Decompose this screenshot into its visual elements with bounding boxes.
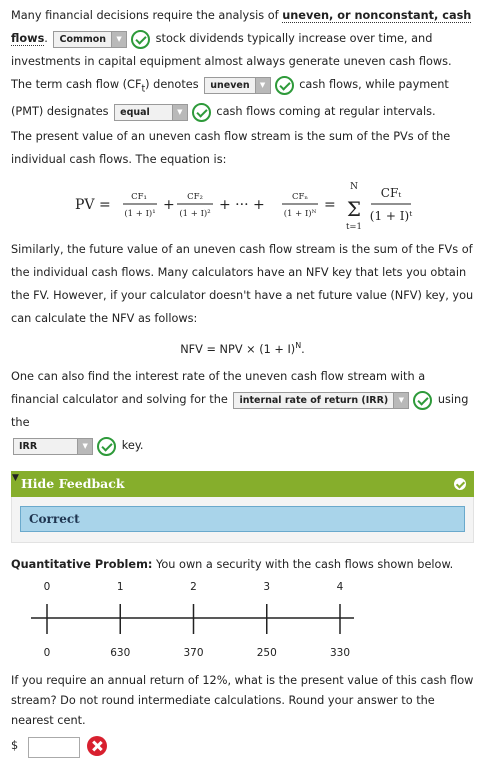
answer-input[interactable] xyxy=(28,737,80,758)
feedback-panel xyxy=(11,497,474,543)
sigma-bottom: t=1 xyxy=(346,222,362,233)
cash-flow-label: 250 xyxy=(256,647,277,660)
term-uneven-cash-flows: uneven, or nonconstant, cash flows xyxy=(11,9,472,45)
cash-flow-timeline xyxy=(11,576,474,672)
period-label: 0 xyxy=(43,581,51,594)
nfv-equation: NFV = NPV × $(1 + I)^N$. xyxy=(180,341,305,357)
problem-question: If you require an annual return of 12%, what is the present value of this cash flow stream? Do not round intermediate calculations. Round your answer to the nearest cent. xyxy=(11,674,474,728)
cash-flow-label: 370 xyxy=(183,647,204,660)
text: ) denotes xyxy=(145,78,199,91)
chevron-down-icon: ▼ xyxy=(255,78,270,93)
term2-den: (1 + I)² xyxy=(179,209,211,220)
termt-num: CFₜ xyxy=(380,186,402,201)
period-label: 4 xyxy=(336,581,344,594)
hide-feedback-button[interactable]: Hide Feedback xyxy=(21,476,125,492)
cash-flow-label: 330 xyxy=(329,647,351,660)
text: cash flows, while payment (PMT) designates xyxy=(11,78,449,119)
sigma-icon: Σ xyxy=(346,197,362,222)
term1-num: CF₁ xyxy=(131,192,147,203)
intro-paragraph xyxy=(11,4,474,123)
ellipsis: + ··· + xyxy=(219,197,265,214)
feedback-result: Correct xyxy=(20,506,465,532)
pv-paragraph: The present value of an uneven cash flow stream is the sum of the PVs of the individual cash flows. The equation is: xyxy=(11,130,451,167)
chevron-down-icon: ▼ xyxy=(393,393,408,408)
expand-triangle-icon: ▼ xyxy=(12,473,19,484)
text: . xyxy=(44,32,48,45)
text: key. xyxy=(121,439,144,453)
checkmark-icon xyxy=(275,76,294,95)
equals-sign: = xyxy=(324,197,336,214)
dropdown-irr-term[interactable] xyxy=(233,392,409,409)
checkmark-icon xyxy=(131,30,150,49)
text: cash flows coming at regular intervals. xyxy=(216,105,436,119)
termN-num: CFₙ xyxy=(291,192,309,203)
dropdown-value: IRR xyxy=(19,440,38,452)
problem-statement xyxy=(11,553,474,576)
nfv-formula: NFV = NPV × (1 + I) xyxy=(180,343,296,357)
period-label: 3 xyxy=(263,581,271,594)
checkmark-icon xyxy=(413,391,432,410)
text: stock dividends typically increase over time, and investments in capital equipment almost always generate uneven cash flows. The term cash flow (CF xyxy=(11,32,452,91)
subscript: t xyxy=(141,83,146,95)
termN-den: (1 + I)ᴺ xyxy=(283,209,317,220)
termt-den: (1 + I)ᵗ xyxy=(369,209,413,224)
checkmark-icon xyxy=(97,437,116,456)
cash-flow-label: 630 xyxy=(110,647,131,660)
dropdown-value: internal rate of return (IRR) xyxy=(239,394,389,406)
sigma-top: N xyxy=(350,182,358,193)
dropdown-value: equal xyxy=(120,106,150,118)
nfv-exponent: N xyxy=(295,341,302,351)
dropdown-value: uneven xyxy=(210,79,250,91)
check-circle-icon xyxy=(454,478,466,490)
dropdown-irr-key[interactable] xyxy=(13,438,93,455)
chevron-down-icon: ▼ xyxy=(77,439,92,454)
dropdown-value: Common xyxy=(59,33,107,45)
term1-den: (1 + I)¹ xyxy=(124,209,156,220)
dropdown-equal[interactable] xyxy=(114,104,188,121)
dropdown-uneven[interactable] xyxy=(204,77,270,94)
period-label: 1 xyxy=(116,581,124,594)
term2-num: CF₂ xyxy=(187,192,203,203)
answer-row xyxy=(11,731,474,765)
pv-lhs: PV = xyxy=(75,197,111,214)
chevron-down-icon: ▼ xyxy=(172,105,187,120)
text: using the xyxy=(11,393,469,430)
feedback-toggle-bar[interactable] xyxy=(11,471,474,497)
pv-equation xyxy=(11,171,474,235)
cash-flow-label: 0 xyxy=(43,647,51,660)
period-label: 2 xyxy=(190,581,197,594)
text: Many financial decisions require the analysis of xyxy=(11,9,283,22)
currency-symbol: $ xyxy=(11,739,19,753)
problem-text: You own a security with the cash flows shown below. xyxy=(152,558,454,572)
problem-label: Quantitative Problem: xyxy=(11,558,153,572)
checkmark-icon xyxy=(192,103,211,122)
incorrect-x-icon xyxy=(87,736,107,756)
fv-paragraph: Similarly, the future value of an uneven cash flow stream is the sum of the FVs of the individual cash flows. Many calculators have an NFV key that lets you obtain the FV. However, if your calculator doesn't have a net future value (NFV) key, you can calculate the NFV as follows: xyxy=(11,243,474,326)
dropdown-common[interactable] xyxy=(53,31,127,48)
text: One can also find the interest rate of the uneven cash flow stream with a financial calculator and solving for the xyxy=(11,370,426,407)
plus-sign: + xyxy=(163,197,175,214)
chevron-down-icon: ▼ xyxy=(111,32,126,47)
irr-paragraph xyxy=(11,365,474,457)
